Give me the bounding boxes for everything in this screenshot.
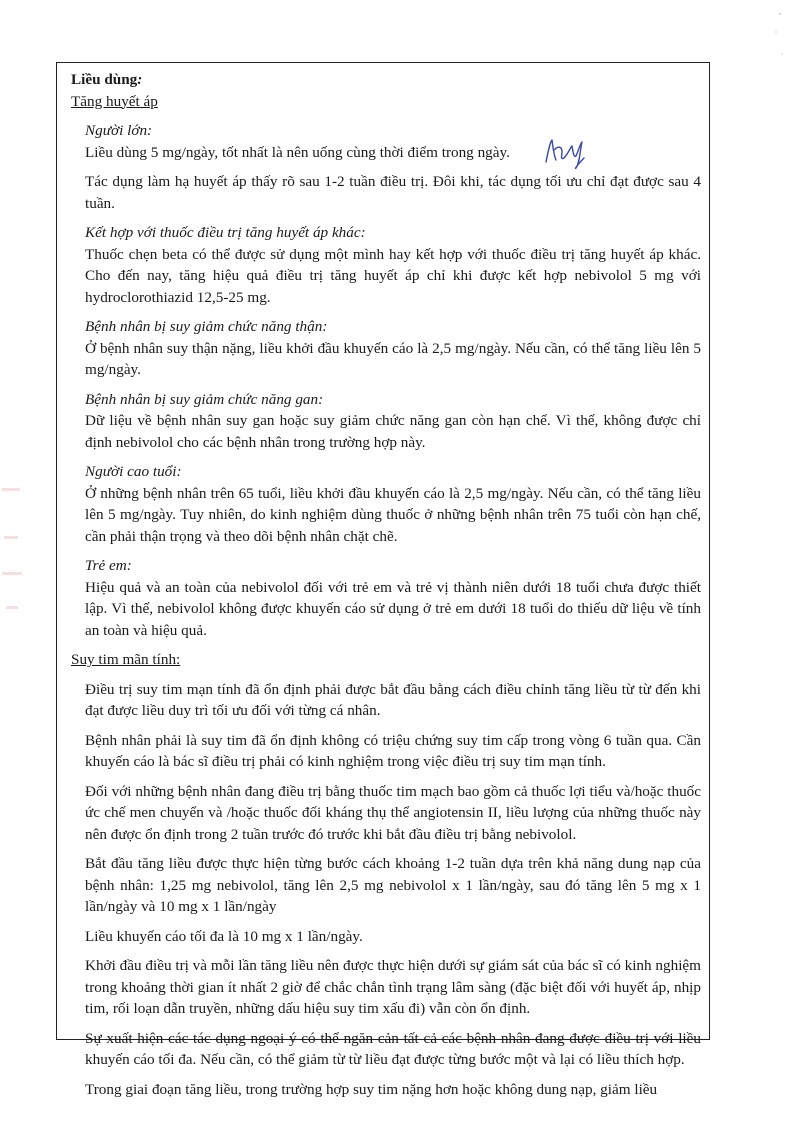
hypertension-block xyxy=(71,120,701,641)
dosage-title-text: Liều dùng xyxy=(71,71,138,88)
subheading-renal: Bệnh nhân bị suy giảm chức năng thận: xyxy=(85,318,328,335)
heart-failure-block xyxy=(71,679,701,1101)
heart-failure-paragraph-6: Khởi đầu điều trị và mỗi lần tăng liều nên được thực hiện dưới sự giám sát của bác sĩ có kinh nghiệm trong khoảng thời gian ít nhất 2 giờ để chắc chắn tình trạng lâm sàng (đặc biệt đối với huyết áp, nhịp tim, rối loạn dẫn truyền, những dấu hiệu suy tim xấu đi) vẫn còn ổn định. xyxy=(85,957,701,1017)
subheading-adult: Người lớn: xyxy=(85,122,153,139)
document-frame xyxy=(56,62,710,1098)
heart-failure-paragraph-8: Trong giai đoạn tăng liều, trong trường hợp suy tim nặng hơn hoặc không dung nạp, giảm liều xyxy=(85,1080,658,1098)
heart-failure-paragraph-2: Bệnh nhân phải là suy tim đã ổn định không có triệu chứng suy tim cấp trong vòng 6 tuần qua. Cần khuyến cáo là bác sĩ điều trị phải có kinh nghiệm trong việc điều trị suy tim mạn tính. xyxy=(85,731,701,770)
section-heading-hypertension: Tăng huyết áp xyxy=(71,92,158,110)
scan-speckle-icon xyxy=(768,8,788,68)
renal-paragraph: Ở bệnh nhân suy thận nặng, liều khởi đầu khuyến cáo là 2,5 mg/ngày. Nếu cần, có thể tăng liều lên 5 mg/ngày. xyxy=(85,339,701,378)
adult-paragraph-1: Liều dùng 5 mg/ngày, tốt nhất là nên uống cùng thời điểm trong ngày. xyxy=(85,143,510,161)
elderly-paragraph: Ở những bệnh nhân trên 65 tuổi, liều khởi đầu khuyến cáo là 2,5 mg/ngày. Nếu cần, có thể tăng liều lên 5 mg/ngày. Tuy nhiên, do kinh nghiệm dùng thuốc ở những bệnh nhân trên 75 tuổi còn hạn chế, cần phải thận trọng và theo dõi bệnh nhân chặt chẽ. xyxy=(85,484,701,545)
hepatic-paragraph: Dữ liệu về bệnh nhân suy gan hoặc suy giảm chức năng gan còn hạn chế. Vì thế, không được chỉ định nebivolol cho các bệnh nhân trong trường hợp này. xyxy=(85,412,701,451)
heart-failure-paragraph-7: Sự xuất hiện các tác dụng ngoại ý có thể ngăn cản tất cả các bệnh nhân đang được điều trị với liều khuyến cáo tối đa. Nếu cần, có thể giảm từ từ liều đạt được từng bước một và lại có liều thích hợp. xyxy=(85,1029,701,1068)
heart-failure-paragraph-4: Bắt đầu tăng liều được thực hiện từng bước cách khoảng 1-2 tuần dựa trên khả năng dung nạp của bệnh nhân: 1,25 mg nebivolol, tăng lên 2,5 mg nebivolol x 1 lần/ngày, sau đó tăng lên 5 mg x 1 lần/ngày và 10 mg x 1 lần/ngày xyxy=(85,855,701,915)
subheading-hepatic: Bệnh nhân bị suy giảm chức năng gan: xyxy=(85,390,324,408)
dosage-title-colon: : xyxy=(137,71,143,88)
combination-paragraph: Thuốc chẹn beta có thể được sử dụng một mình hay kết hợp với thuốc điều trị tăng huyết áp khác. Cho đến nay, tăng hiệu quả điều trị tăng huyết áp chỉ khi được kết hợp nebivolol 5 mg với hydroclorothiazid 12,5-25 mg. xyxy=(85,245,701,306)
subheading-combination: Kết hợp với thuốc điều trị tăng huyết áp khác: xyxy=(85,224,366,241)
handwritten-signature-icon xyxy=(540,134,600,170)
heart-failure-paragraph-1: Điều trị suy tim mạn tính đã ổn định phải được bắt đầu bằng cách điều chỉnh tăng liều từ từ đến khi đạt được liều duy trì tối ưu đối với từng cá nhân. xyxy=(85,680,701,719)
heart-failure-paragraph-5: Liều khuyến cáo tối đa là 10 mg x 1 lần/ngày. xyxy=(85,927,363,945)
adult-paragraph-2: Tác dụng làm hạ huyết áp thấy rõ sau 1-2 tuần điều trị. Đôi khi, tác dụng tối ưu chỉ đạt được sau 4 tuần. xyxy=(85,173,701,212)
subheading-children: Trẻ em: xyxy=(85,557,132,574)
section-heading-heart-failure: Suy tim mãn tính: xyxy=(71,651,181,668)
dosage-title xyxy=(71,69,701,91)
children-paragraph: Hiệu quả và an toàn của nebivolol đối với trẻ em và trẻ vị thành niên dưới 18 tuổi chưa được thiết lập. Vì thế, nebivolol không được khuyến cáo sử dụng ở trẻ em dưới 18 tuổi do thiếu dữ liệu về tính an toàn và hiệu quả. xyxy=(85,578,701,639)
document-content xyxy=(71,69,701,1108)
subheading-elderly: Người cao tuổi: xyxy=(85,463,182,480)
heart-failure-paragraph-3: Đối với những bệnh nhân đang điều trị bằng thuốc tim mạch bao gồm cả thuốc lợi tiểu và/hoặc thuốc ức chế men chuyển và /hoặc thuốc đối kháng thụ thể angiotensin II, liều lượng của những thuốc này nên được ổn định trong 2 tuần trước đó trước khi bắt đầu điều trị bằng nebivolol. xyxy=(85,782,701,843)
